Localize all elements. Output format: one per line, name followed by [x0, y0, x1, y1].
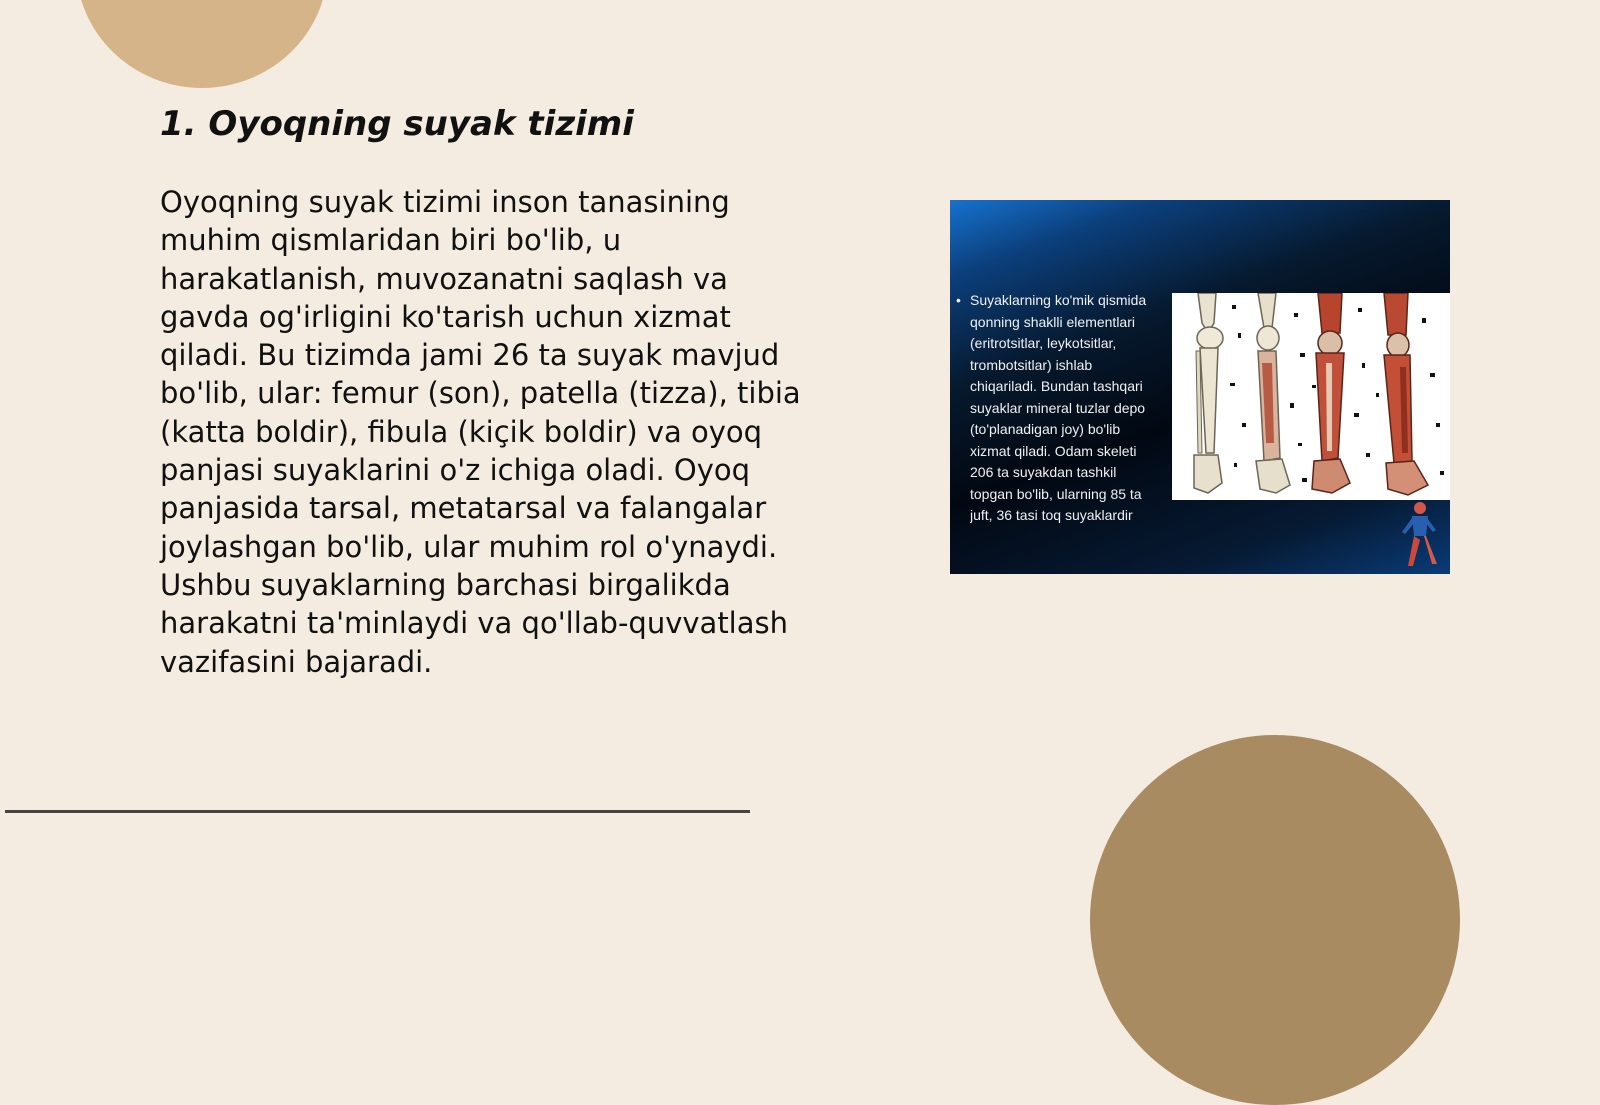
- image-text-line: 206 ta suyakdan tashkil: [970, 464, 1117, 480]
- image-text-line: Suyaklarning ko'mik qismida: [970, 292, 1147, 308]
- leg-anatomy-illustration: [1172, 293, 1450, 500]
- leg-bones-image: [950, 200, 1450, 574]
- image-text-line: juft, 36 tasi toq suyaklardir: [970, 507, 1133, 523]
- image-bullet: •: [956, 292, 961, 308]
- image-text-line: xizmat qiladi. Odam skeleti: [970, 442, 1137, 459]
- slide-body-text: Oyoqning suyak tizimi inson tanasining muhim qismlaridan biri bo'lib, u harakatlanish, muvozanatni saqlash va gavda og'irligini ko'tarish uchun xizmat qiladi. Bu tizimda jami 26 ta suyak mavjud bo'lib, ular: femur (son), patella (tizza), tibia (katta boldir), fibula (kiçik boldir) va oyoq panjasi suyaklarini o'z ichiga oladi. Oyoq panjasida tarsal, metatarsal va falangalar joylashgan bo'lib, ular muhim rol o'ynaydi. Ushbu suyaklarning barchasi birgalikda harakatni ta'minlaydi va qo'llab-quvvatlash vazifasini bajaradi.: [160, 185, 801, 679]
- image-text-line: (to'planadigan joy) bo'lib: [970, 421, 1121, 437]
- decorative-circle-top: [76, 0, 328, 88]
- leg-anatomy-photo: [1172, 293, 1450, 500]
- running-figure-icon: [1392, 500, 1444, 570]
- image-text-line: qonning shaklli elementlari: [970, 313, 1135, 330]
- decorative-circle-bottom: [1090, 735, 1460, 1105]
- slide-title: 1. Oyoqning suyak tizimi: [160, 104, 634, 144]
- image-text-line: trombotsitlar) ishlab: [970, 356, 1093, 373]
- leg-skeleton-front: [1194, 293, 1223, 493]
- image-text-line: suyaklar mineral tuzlar depo: [970, 399, 1146, 416]
- image-text-line: chiqariladi. Bundan tashqari: [970, 378, 1143, 394]
- leg-muscles-front: [1312, 293, 1350, 493]
- image-text-line: (eritrotsitlar, leykotsitlar,: [970, 335, 1117, 351]
- image-text-line: topgan bo'lib, ularning 85 ta: [970, 485, 1142, 502]
- image-text-block: [970, 290, 1175, 527]
- divider-line: [5, 810, 750, 813]
- leg-muscles-side: [1384, 293, 1428, 495]
- leg-skeleton-side: [1256, 293, 1290, 493]
